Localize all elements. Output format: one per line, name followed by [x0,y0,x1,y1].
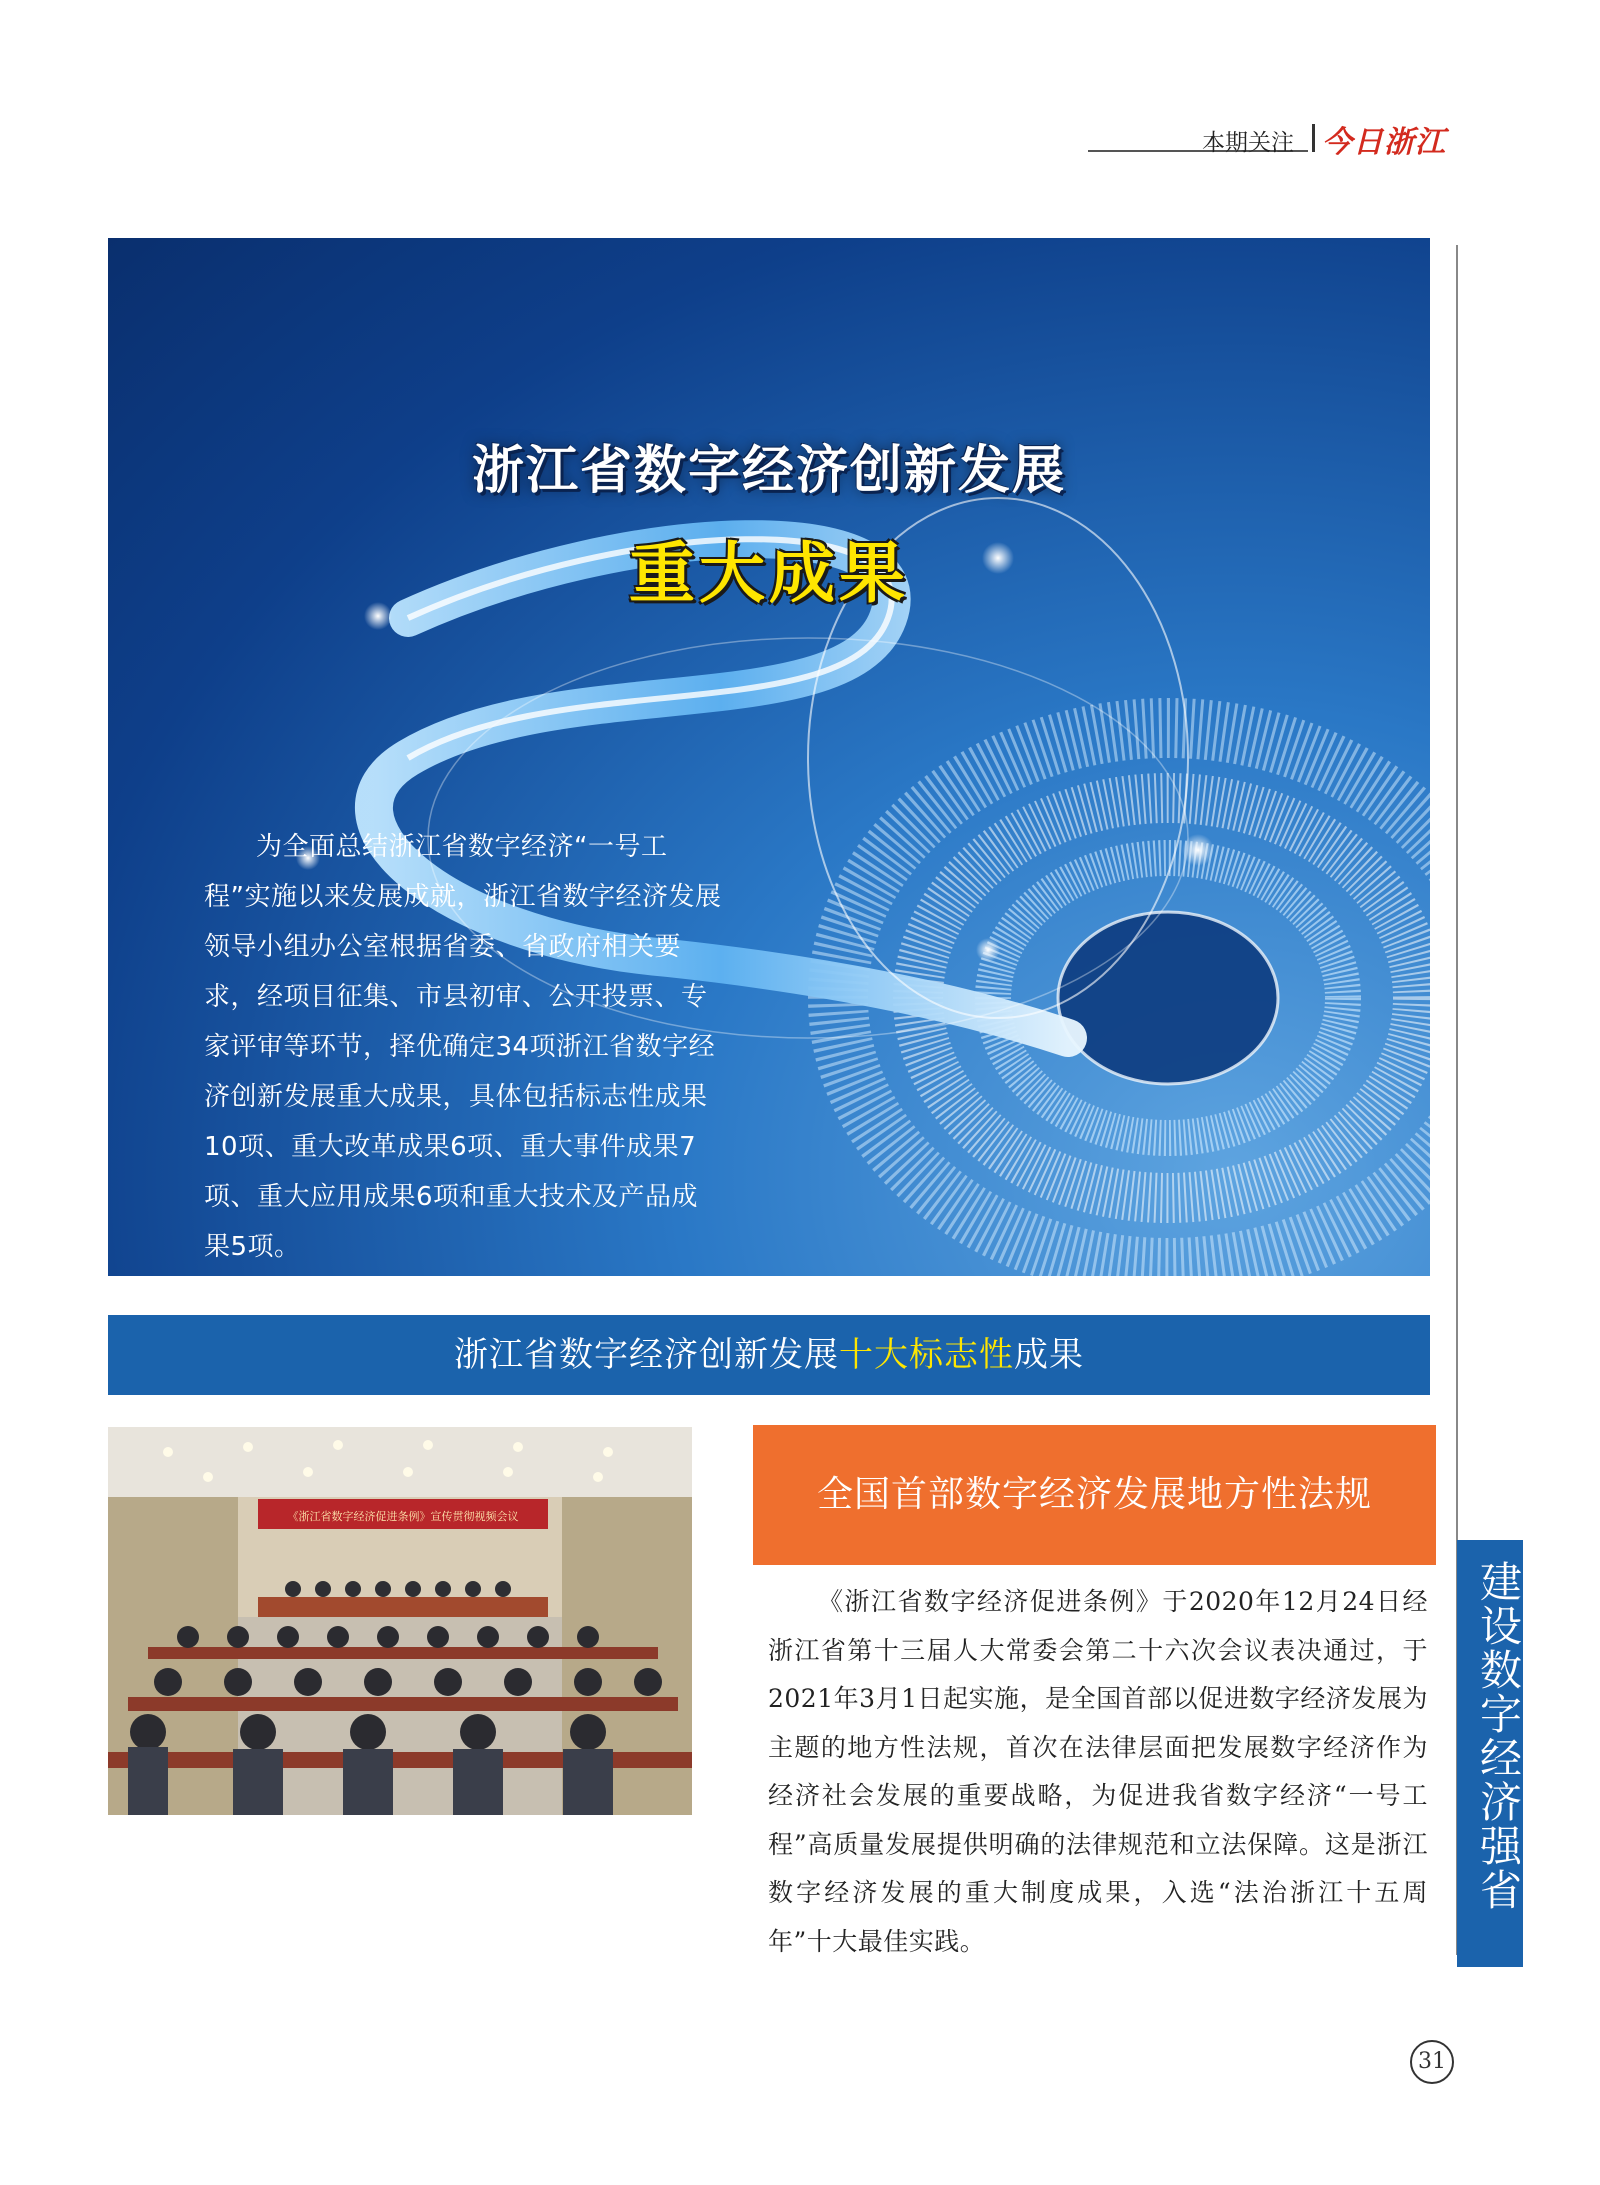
side-tab [1457,1540,1523,1967]
header-section-label: 本期关注 [1202,130,1294,156]
section-heading [108,1315,1430,1395]
hero-subtitle: 重大成果 [629,535,909,612]
hero-title: 浙江省数字经济创新发展 [471,441,1066,501]
achievement-paragraph: 《浙江省数字经济促进条例》于2020年12月24日经浙江省第十三届人大常委会第二十六次会议表决通过，于2021年3月1日起实施，是全国首部以促进数字经济发展为主题的地方性法规，首次在法律层面把发展数字经济作为经济社会发展的重要战略，为促进我省数字经济“一号工程”高质量发展提供明确的法律规范和立法保障。这是浙江数字经济发展的重大制度成果，入选“法治浙江十五周年”十大最佳实践。 [768,1587,1428,1956]
magazine-logo: 今日浙江 [1322,125,1446,160]
conference-banner-text: 《浙江省数字经济促进条例》宣传贯彻视频会议 [287,1510,519,1523]
header-divider [1312,124,1315,152]
hero-banner [108,238,1430,1276]
section-heading-highlight: 十大标志性 [839,1335,1014,1375]
conference-photo-illustration [108,1427,692,1815]
achievement-heading: 全国首部数字经济发展地方性法规 [816,1474,1372,1515]
achievement-heading-box [753,1425,1436,1565]
hero-intro-paragraph: 为全面总结浙江省数字经济“一号工程”实施以来发展成就，浙江省数字经济发展领导小组办公室根据省委、省政府相关要求，经项目征集、市县初审、公开投票、专家评审等环节，择优确定34项浙江省数字经济创新发展重大成果，具体包括标志性成果10项、重大改革成果6项、重大事件成果7项、重大应用成果6项和重大技术及产品成果5项。 [204,832,722,1262]
side-tab-text: 建设数字经济强省 [1474,1560,1523,1912]
section-heading-part1: 浙江省数字经济创新发展 [454,1335,839,1375]
conference-photo [108,1427,692,1815]
page-number: 31 [1410,2040,1454,2084]
section-heading-bar [108,1315,1430,1395]
section-heading-part2: 成果 [1014,1335,1084,1375]
